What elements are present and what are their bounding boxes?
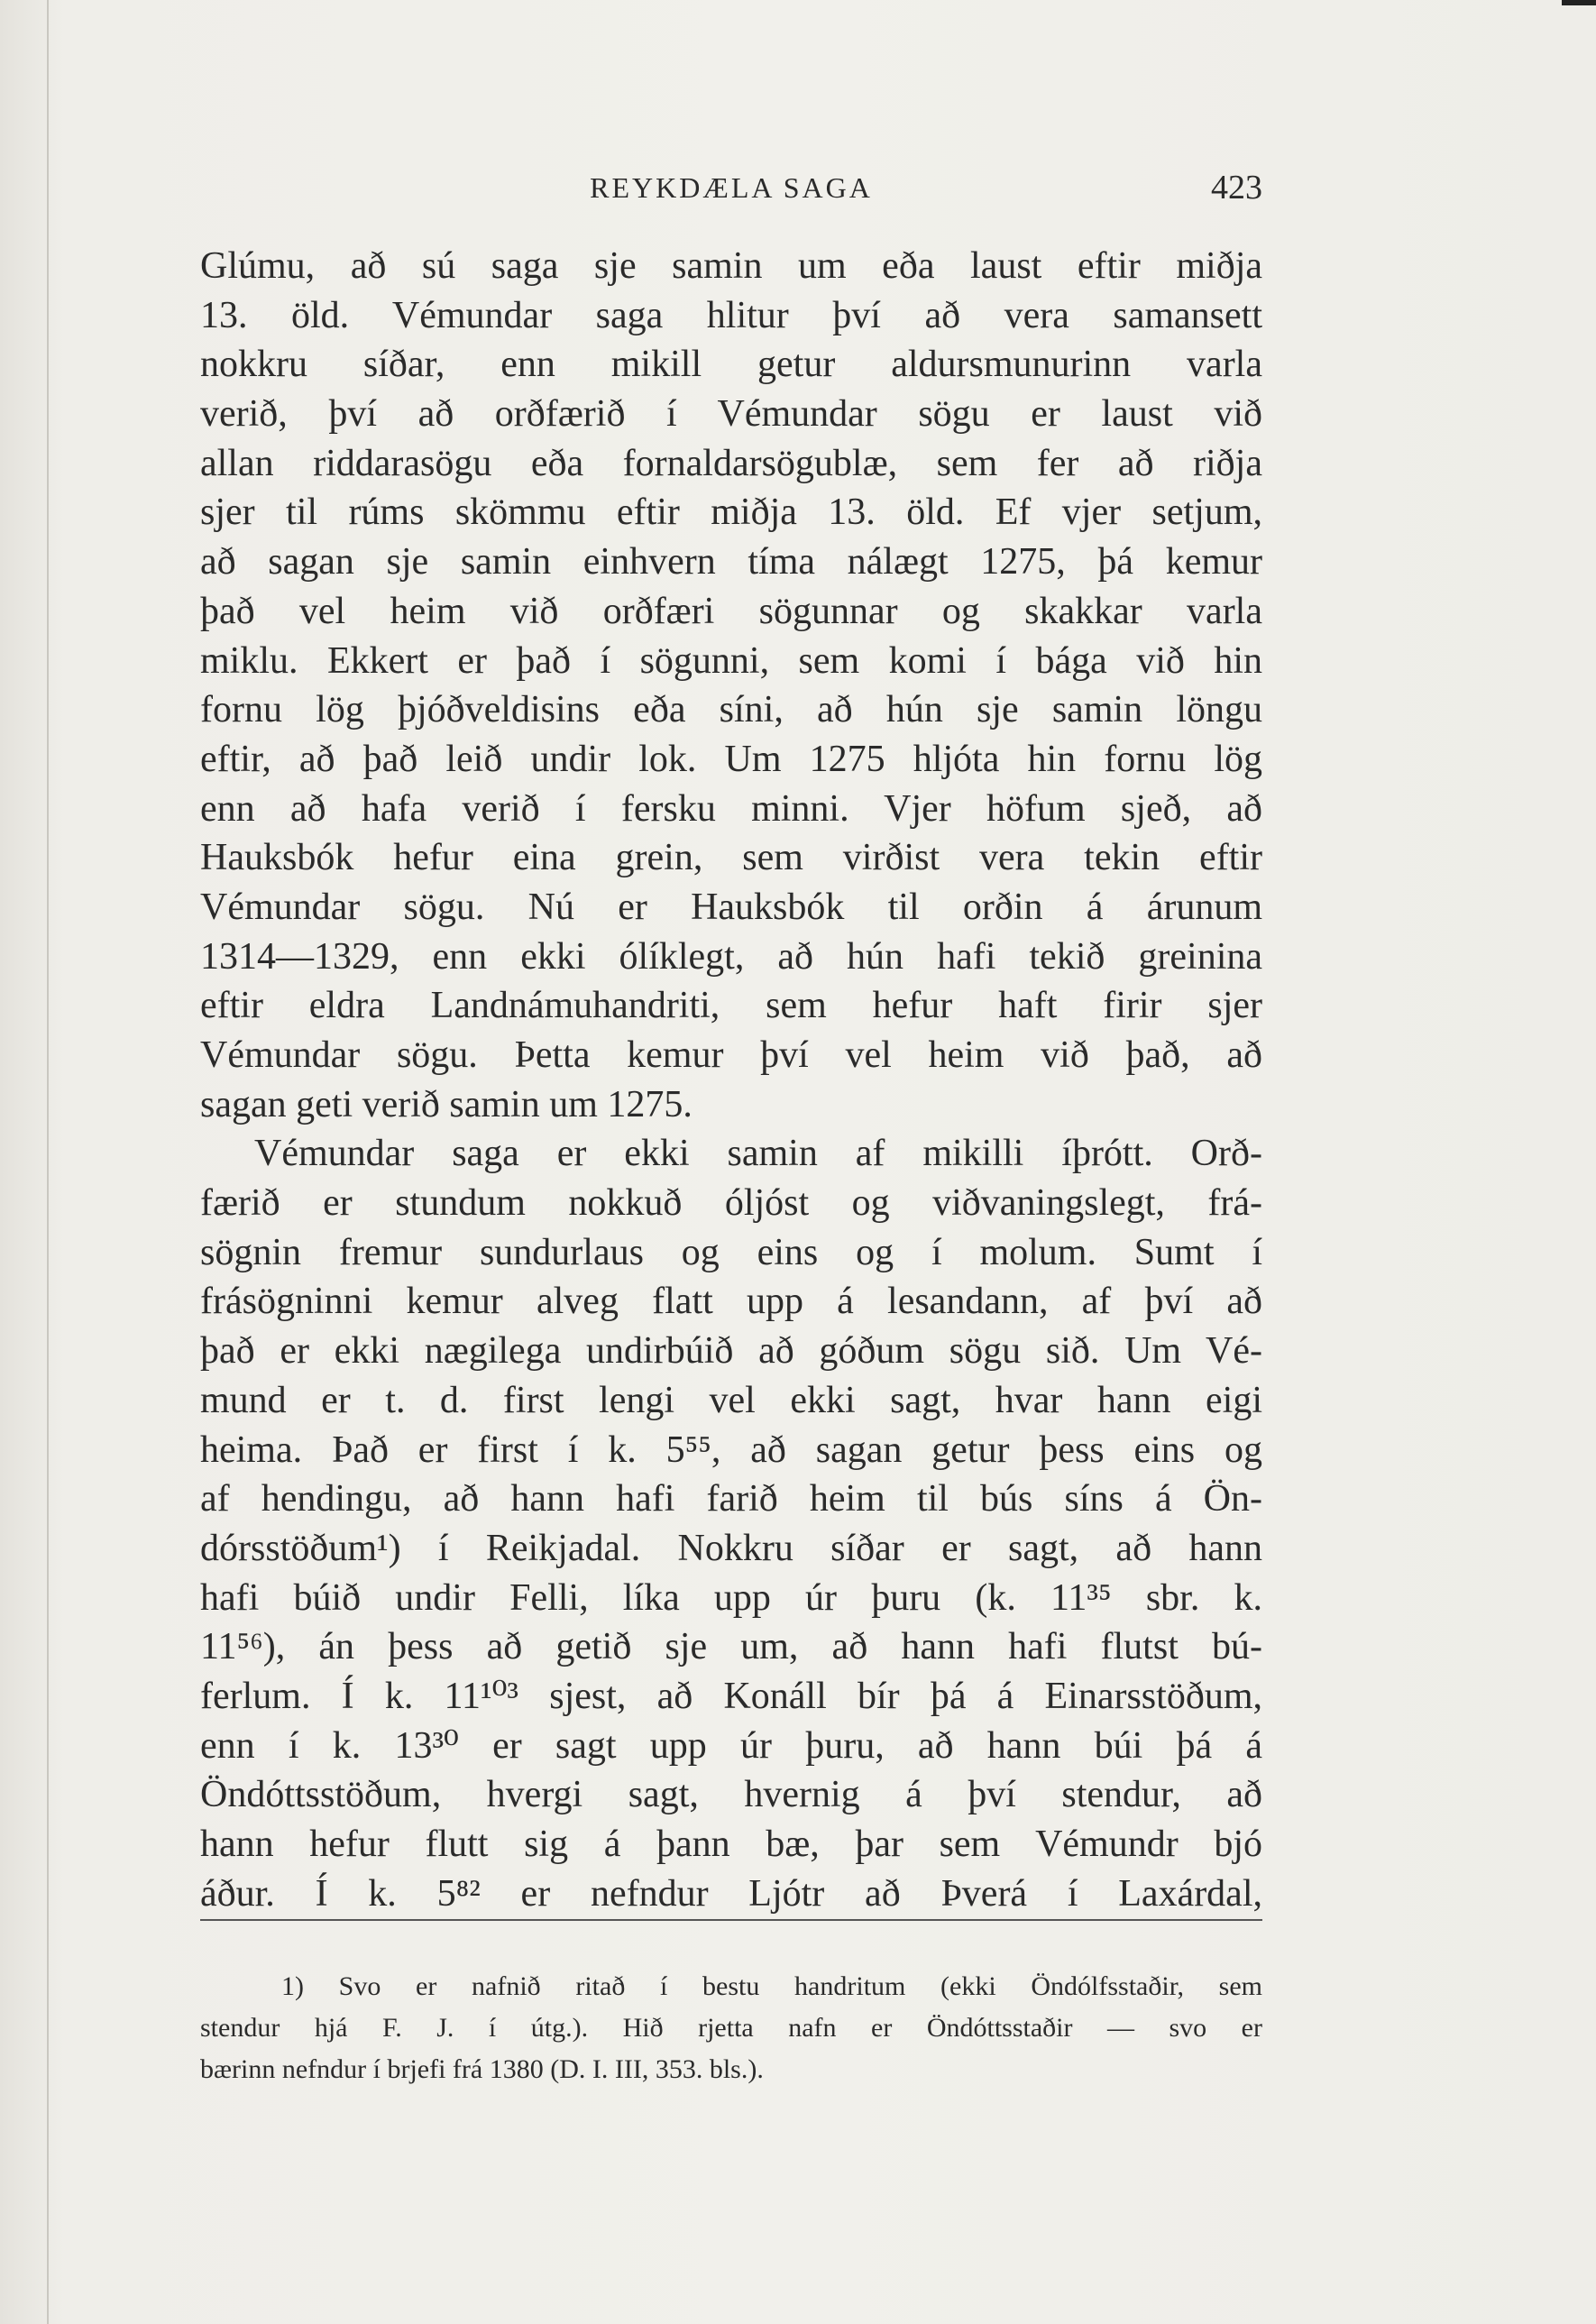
text-line-paragraph-end: sagan geti verið samin um 1275.	[200, 1083, 693, 1125]
text-line: hann hefur flutt sig á þann bæ, þar sem Vémundr bjó	[200, 1823, 1262, 1865]
text-line: 11⁵⁶), án þess að getið sje um, að hann hafi flutst bú-	[200, 1626, 1262, 1668]
text-line: 13. öld. Vémundar saga hlitur því að vera samansett	[200, 294, 1262, 336]
footnotes	[200, 1966, 1262, 2090]
scan-corner-mark	[1562, 0, 1596, 5]
page-number: 423	[1211, 169, 1262, 207]
text-line: að sagan sje samin einhvern tíma nálægt 1275, þá kemur	[200, 541, 1262, 583]
text-line: frásögninni kemur alveg flatt upp á lesandann, af því að	[200, 1281, 1262, 1323]
text-line: sjer til rúms skömmu eftir miðja 13. öld. Ef vjer setjum,	[200, 491, 1262, 534]
text-line: eftir eldra Landnámuhandriti, sem hefur haft firir sjer	[200, 985, 1262, 1027]
page-edge-shadow	[47, 0, 49, 2324]
text-line: Vémundar sögu. Þetta kemur því vel heim við það, að	[200, 1034, 1262, 1076]
body-text	[200, 242, 1262, 1918]
text-line: Öndóttsstöðum, hvergi sagt, hvernig á því stendur, að	[200, 1774, 1262, 1816]
running-header	[200, 165, 1262, 210]
footnote-line: stendur hjá F. J. í útg.). Hið rjetta nafn er Öndóttsstaðir — svo er	[200, 2013, 1262, 2043]
text-line: Hauksbók hefur eina grein, sem virðist vera tekin eftir	[200, 837, 1262, 879]
text-line: dórsstöðum¹) í Reikjadal. Nokkru síðar er sagt, að hann	[200, 1527, 1262, 1569]
text-line: hafi búið undir Felli, líka upp úr þuru (k. 11³⁵ sbr. k.	[200, 1576, 1262, 1619]
text-line: það er ekki nægilega undirbúið að góðum sögu sið. Um Vé-	[200, 1330, 1262, 1373]
text-line: enn í k. 13³⁰ er sagt upp úr þuru, að hann búi þá á	[200, 1724, 1262, 1767]
running-title: REYKDÆLA SAGA	[590, 171, 873, 204]
text-line: fornu lög þjóðveldisins eða síni, að hún sje samin löngu	[200, 689, 1262, 731]
footnote-line: 1) Svo er nafnið ritað í bestu handritum (ekki Öndólfsstaðir, sem	[281, 1971, 1262, 2001]
text-line-paragraph-start: Vémundar saga er ekki samin af mikilli íþrótt. Orð-	[254, 1133, 1262, 1175]
text-line: ferlum. Í k. 11¹⁰³ sjest, að Konáll bír þá á Einarsstöðum,	[200, 1675, 1262, 1717]
text-line: nokkru síðar, enn mikill getur aldursmunurinn varla	[200, 344, 1262, 386]
text-line: enn að hafa verið í fersku minni. Vjer höfum sjeð, að	[200, 787, 1262, 830]
text-line: eftir, að það leið undir lok. Um 1275 hljóta hin fornu lög	[200, 738, 1262, 780]
text-line: það vel heim við orðfæri sögunnar og skakkar varla	[200, 590, 1262, 632]
text-line: allan riddarasögu eða fornaldarsögublæ, sem fer að riðja	[200, 442, 1262, 484]
text-line: af hendingu, að hann hafi farið heim til bús síns á Ön-	[200, 1478, 1262, 1520]
footnote-line: bærinn nefndur í brjefi frá 1380 (D. I. III, 353. bls.).	[200, 2054, 764, 2084]
text-line: mund er t. d. first lengi vel ekki sagt, hvar hann eigi	[200, 1379, 1262, 1421]
text-line: 1314—1329, enn ekki ólíklegt, að hún hafi tekið greinina	[200, 935, 1262, 978]
text-line: heima. Það er first í k. 5⁵⁵, að sagan getur þess eins og	[200, 1428, 1262, 1471]
text-line: Glúmu, að sú saga sje samin um eða laust eftir miðja	[200, 245, 1262, 287]
text-line: áður. Í k. 5⁸² er nefndur Ljótr að Þverá í Laxárdal,	[200, 1872, 1262, 1915]
footnote-divider	[200, 1919, 1262, 1921]
text-line: færið er stundum nokkuð óljóst og viðvaningslegt, frá-	[200, 1182, 1262, 1225]
text-line: miklu. Ekkert er það í sögunni, sem komi í bága við hin	[200, 639, 1262, 682]
text-line: sögnin fremur sundurlaus og eins og í molum. Sumt í	[200, 1231, 1262, 1273]
text-line: Vémundar sögu. Nú er Hauksbók til orðin á árunum	[200, 886, 1262, 928]
text-line: verið, því að orðfærið í Vémundar sögu er laust við	[200, 393, 1262, 436]
